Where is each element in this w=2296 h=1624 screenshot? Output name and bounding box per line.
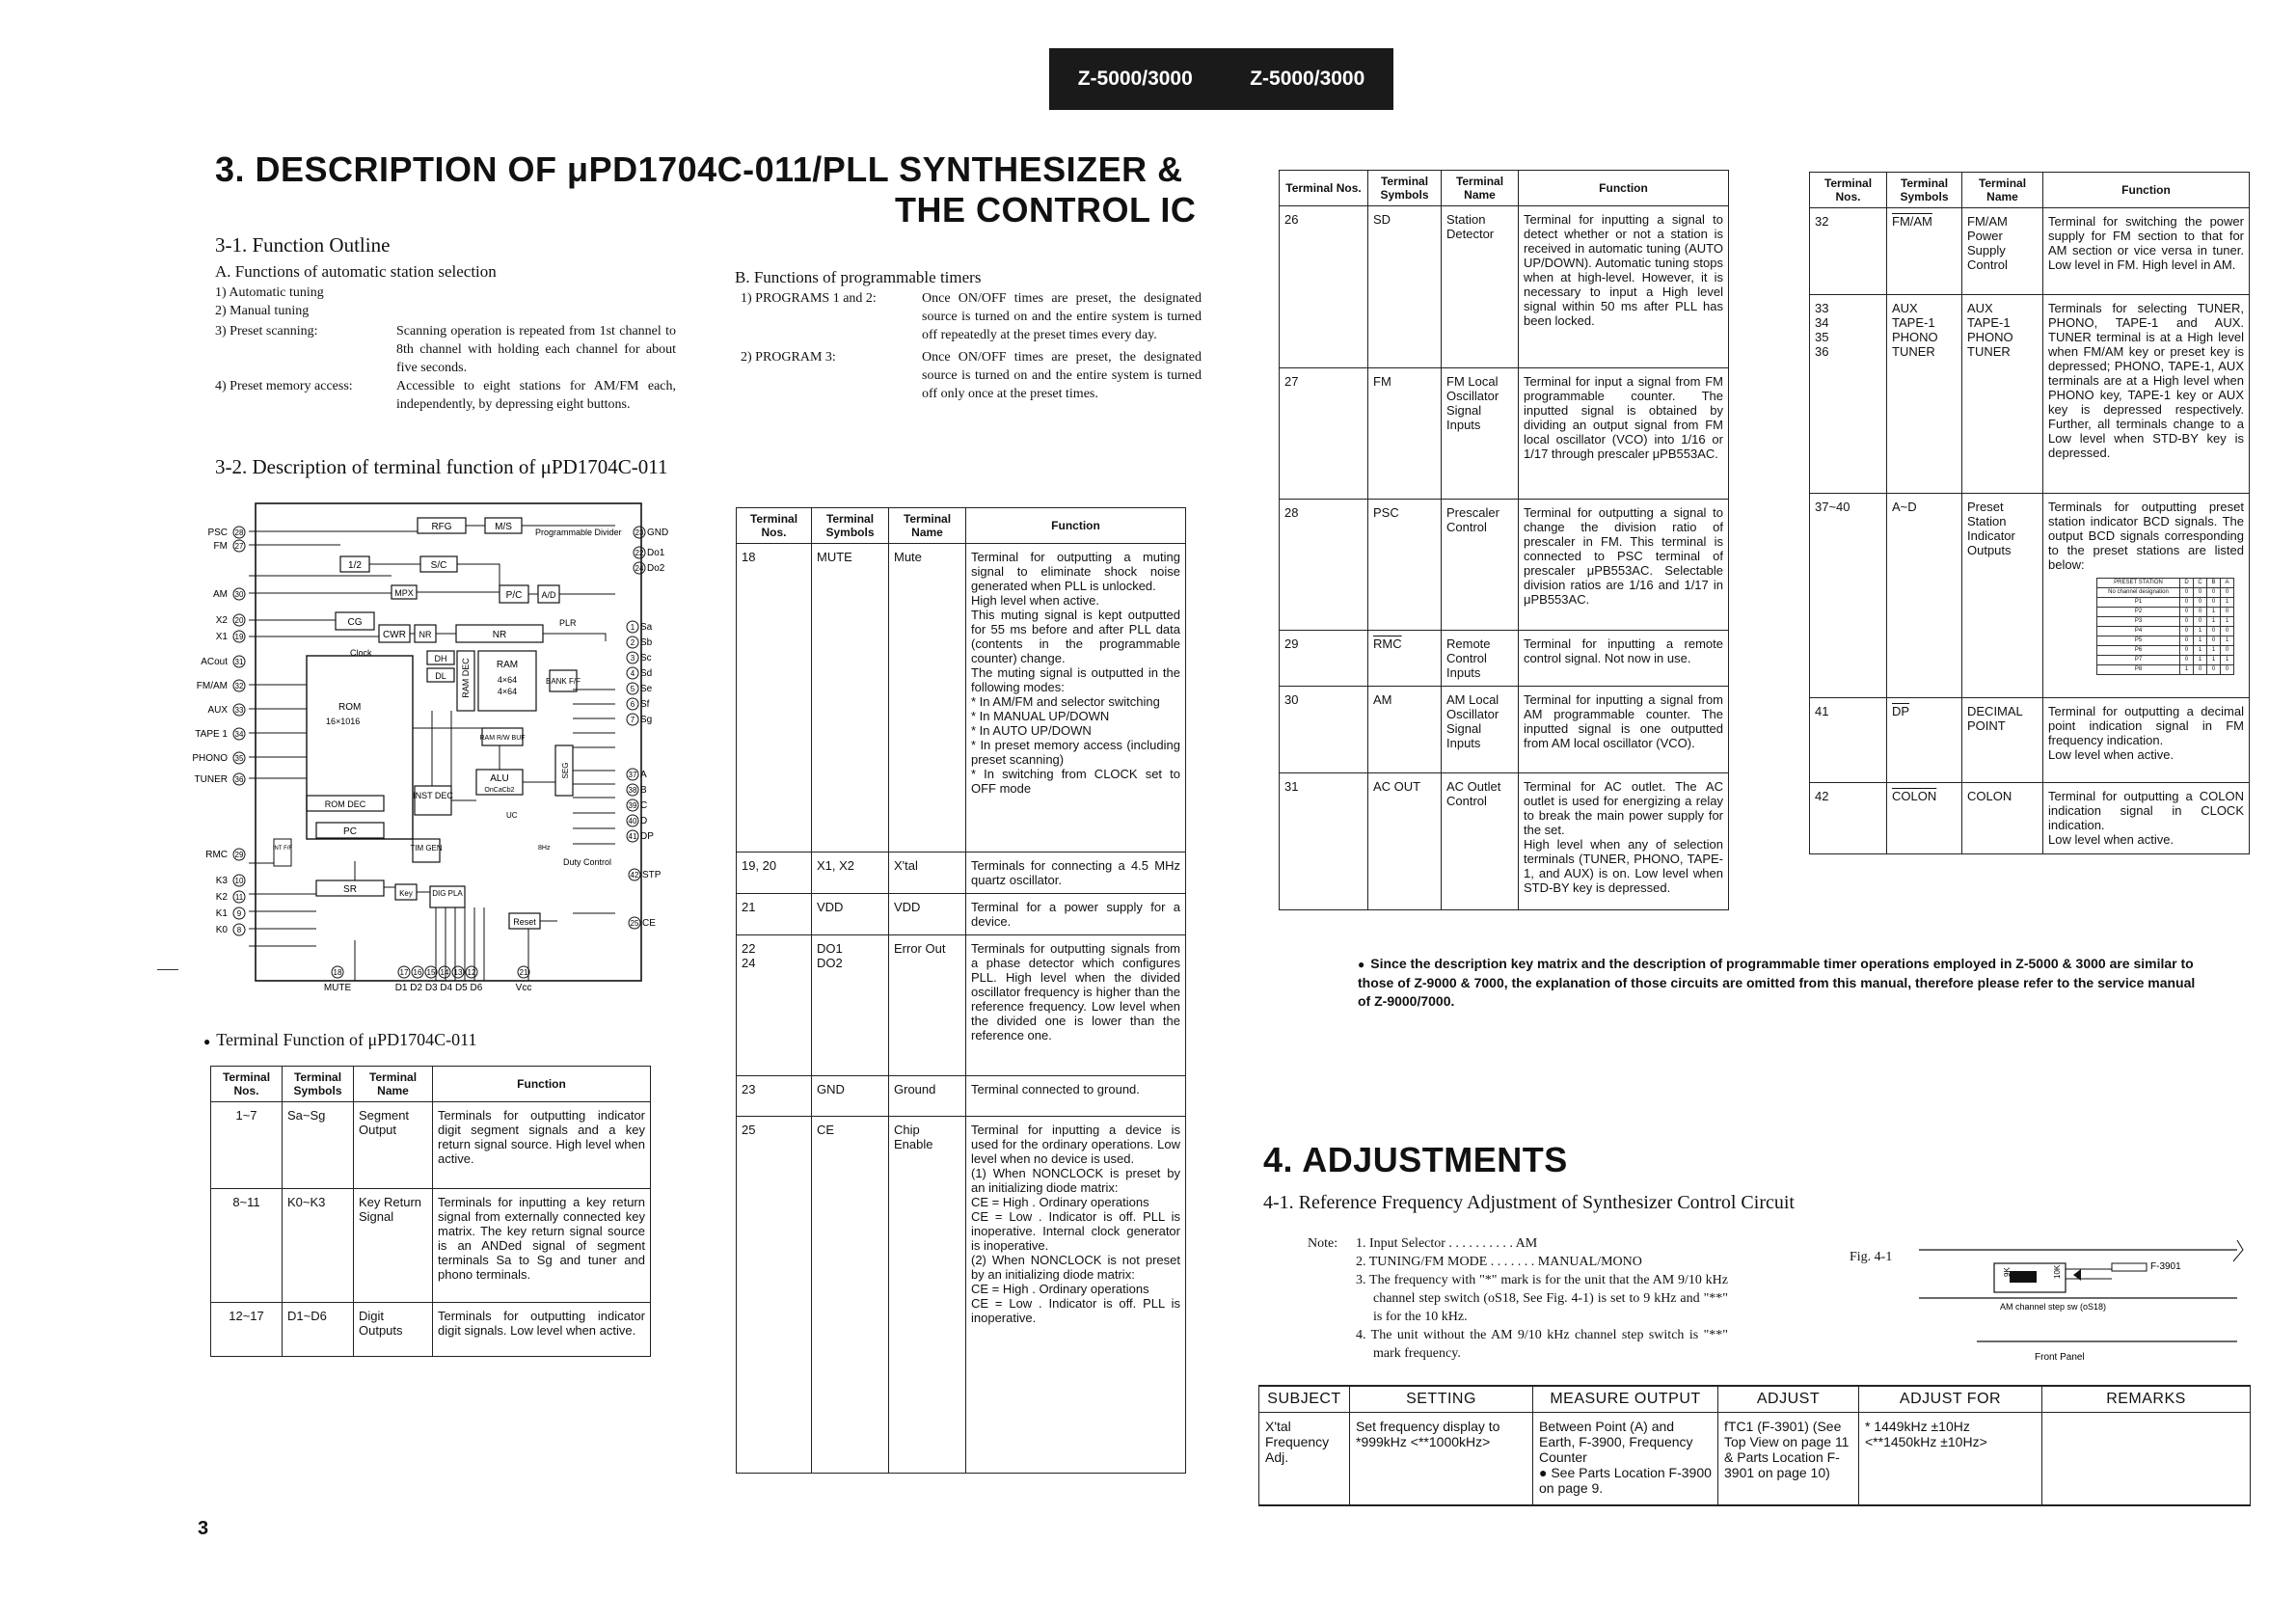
adjustment-table (1258, 1385, 2251, 1506)
svg-text:8: 8 (236, 926, 242, 934)
svg-text:27: 27 (234, 542, 244, 551)
ram-rw-buf-label: RAM R/W BUF (479, 735, 526, 742)
table-row: 25 CE Chip Enable Terminal for inputting a device is used for the ordinary operations. Low level when no device is used. (1) When NONCLOCK is preset by an initializing diode matrix: CE = High . Ordinary operations CE = Low . Indicator is off. PLL is inoperative. Internal clock generator is inoperative. (2) When NONCLOCK is not preset by an initializing diode matrix: CE = High . Ordinary operations CE = Low . Indicator is off. PLL is inoperative. (737, 1117, 1186, 1474)
svg-text:10: 10 (234, 877, 244, 885)
note-item: 2. TUNING/FM MODE . . . . . . . MANUAL/MONO (1356, 1255, 1642, 1269)
svg-text:30: 30 (234, 590, 244, 599)
list-item: 1) Automatic tuning (215, 285, 324, 300)
svg-text:32: 32 (234, 682, 244, 690)
pin-label: Do1 (647, 548, 665, 558)
svg-text:16: 16 (413, 968, 422, 977)
pin-label: Sf (640, 699, 650, 710)
pin-label: DP (640, 831, 654, 842)
section-3-title: 3. DESCRIPTION OF μPD1704C-011/PLL SYNTHESIZER & (215, 149, 1183, 189)
svg-text:4: 4 (630, 669, 635, 678)
svg-text:24: 24 (635, 564, 644, 573)
table-row: 22 24 DO1 DO2 Error Out Terminals for outputting signals from a phase detector which configures PLL. High level when the divided oscillator frequency is higher than the reference frequency. Low level when the divided one is lower than the reference one. (737, 935, 1186, 1076)
table-row: 21 VDD VDD Terminal for a power supply for a device. (737, 894, 1186, 935)
switch-10k-label: 10K (2053, 1264, 2062, 1279)
table-row: 28 PSC Prescaler Control Terminal for outputting a signal to change the division ratio of prescaler in FM. This terminal is connected to PSC terminal of prescaler μPB553AC. Selectable division ratios are 1/16 and 1/17 in μPB553AC. (1280, 500, 1729, 631)
ic-block-diagram (192, 497, 678, 998)
svg-text:29: 29 (234, 851, 244, 859)
pin-circle (233, 773, 245, 785)
vcc-pin-label: Vcc (515, 983, 532, 993)
seg-label: SEG (561, 762, 570, 779)
list-item: 1) PROGRAMS 1 and 2: Once ON/OFF times are preset, the designated source is turned on and the entire system is turned off repeatedly at the preset times every day. (741, 291, 1202, 342)
step-switch-label: AM channel step sw (oS18) (2000, 1302, 2107, 1312)
pin-circle (627, 698, 638, 710)
col-header: Terminal Name (889, 508, 966, 544)
switch-icon (2010, 1271, 2037, 1283)
col-header: Function (966, 508, 1186, 544)
table-row: 30 AM AM Local Oscillator Signal Inputs Terminal for inputting a signal from AM programmable counter. The inputted signal is one outputted from AM local oscillator (VCO). (1280, 687, 1729, 773)
table-row: 32 FM/AM FM/AM Power Supply Control Terminal for switching the power supply for FM section to that for AM section or vice versa in tuner. Low level in FM. High level in AM. (1810, 208, 2250, 295)
table-row: 27 FM FM Local Oscillator Signal Inputs Terminal for input a signal from FM programmable counter. The inputted signal is obtained by dividing an output signal from FM local oscillator (VCO) into 1/16 or 1/17 through prescaler μPB553AC. (1280, 368, 1729, 500)
col-header: SUBJECT (1259, 1386, 1350, 1413)
nr-small-block-label: NR (419, 630, 432, 639)
tim-gen-label: TIM GEN (410, 844, 443, 853)
divider-label: Programmable Divider (535, 528, 622, 537)
bcd-row: P8 1 0 0 0 (2097, 665, 2234, 675)
col-header: REMARKS (2042, 1386, 2251, 1413)
alu-label: ALU (490, 773, 509, 784)
table-row: 31 AC OUT AC Outlet Control Terminal for AC outlet. The AC outlet is used for energizing a relay to break the main power supply for the set. High level when any of selection terminals (TUNER, PHONO, TAPE-1, and AUX) is on. Low level when STD-BY key is depressed. (1280, 773, 1729, 910)
pin-circle (233, 752, 245, 764)
svg-text:40: 40 (628, 817, 637, 826)
pin-circle (634, 562, 645, 574)
terminal-table-1 (210, 1066, 651, 1357)
bcd-row: P5 0 1 0 1 (2097, 636, 2234, 646)
pin-circle (233, 875, 245, 886)
pc-top-block-label: P/C (505, 590, 523, 601)
col-header: Function (1519, 171, 1729, 206)
sc-block-label: S/C (430, 560, 447, 571)
rom-size-label: 16×1016 (326, 717, 361, 726)
pin-label: Sc (640, 653, 652, 663)
subsection-4-1-heading: 4-1. Reference Frequency Adjustment of Synthesizer Control Circuit (1263, 1192, 1795, 1213)
pin-circle (627, 714, 638, 725)
pin-label: D (640, 816, 648, 826)
pin-label: A (640, 770, 647, 780)
pin-circle (452, 966, 464, 978)
note-item: 3. The frequency with "*" mark is for the unit that the AM 9/10 kHz channel step switch (oS18, See Fig. 4-1) is set to 9 kHz and "**" is for the 10 kHz. (1356, 1273, 1728, 1324)
ad-block-label: A/D (541, 590, 556, 600)
pin-label: RMC (205, 850, 228, 860)
pin-circle (627, 799, 638, 811)
svg-text:1: 1 (630, 623, 635, 632)
pin-label: PHONO (192, 753, 228, 764)
pin-label: AM (213, 589, 228, 600)
col-header: Terminal Symbols (1887, 173, 1962, 208)
terminal-function-heading: ● Terminal Function of μPD1704C-011 (203, 1030, 476, 1050)
bcd-row: P3 0 0 1 1 (2097, 617, 2234, 627)
pin-label: Se (640, 684, 653, 694)
pin-circle (425, 966, 437, 978)
dh-block-label: DH (434, 654, 447, 663)
pin-circle (634, 547, 645, 558)
nr-block-label: NR (492, 630, 507, 640)
model-header-band (1049, 48, 1393, 110)
bcd-row: P7 0 1 1 1 (2097, 656, 2234, 665)
rfg-block-label: RFG (431, 522, 452, 532)
mpx-block-label: MPX (394, 588, 414, 598)
clock-label: Clock (350, 648, 372, 658)
rom-dec-label: ROM DEC (324, 799, 366, 809)
key-label: Key (399, 889, 413, 898)
pin-circle (412, 966, 423, 978)
table-row: 18 MUTE Mute Terminal for outputting a muting signal to eliminate shock noise generated when PLL is unlocked. High level when active. This muting signal is kept outputted for 55 ms before and after PLL data (contents in the programmable counter) change. The muting signal is outputted in the following modes: * In AM/FM and selector switching * In MANUAL UP/DOWN * In AUTO UP/DOWN * In preset memory access (including preset scanning) * In switching from CLOCK set to OFF mode (737, 544, 1186, 853)
svg-text:19: 19 (234, 633, 244, 641)
dl-block-label: DL (435, 671, 446, 681)
col-header: Terminal Symbols (812, 508, 889, 544)
ram-size-label: 4×64 (497, 675, 518, 685)
col-header: Terminal Symbols (1368, 171, 1442, 206)
svg-text:17: 17 (399, 968, 409, 977)
f3901-label: F-3901 (2150, 1261, 2181, 1272)
col-header: Terminal Nos. (1810, 173, 1887, 208)
col-header: Function (2043, 173, 2250, 208)
svg-text:35: 35 (234, 754, 244, 763)
svg-text:23: 23 (635, 528, 644, 537)
int-ff-label: INT F/F (272, 846, 293, 852)
adjustment-notes (1356, 1234, 1728, 1363)
col-header: Terminal Nos. (211, 1067, 283, 1102)
table-row: 12~17 D1~D6 Digit Outputs Terminals for outputting indicator digit signals. Low level when active. (211, 1303, 651, 1357)
subsection-a-heading: A. Functions of automatic station selection (215, 262, 497, 281)
svg-text:21: 21 (519, 968, 528, 977)
table-row: 23 GND Ground Terminal connected to ground. (737, 1076, 1186, 1117)
svg-text:38: 38 (628, 786, 637, 795)
pin-label: C (640, 800, 648, 811)
bcd-row: P1 0 0 0 1 (2097, 598, 2234, 608)
pin-label: TAPE 1 (195, 729, 228, 740)
col-header: Terminal Name (1962, 173, 2043, 208)
pin-label: Sb (640, 637, 653, 648)
svg-text:14: 14 (440, 968, 449, 977)
terminal-table-2 (736, 507, 1186, 1474)
ram-label: RAM (496, 660, 519, 670)
col-header: ADJUST (1718, 1386, 1859, 1413)
table-row: 1~7 Sa~Sg Segment Output Terminals for outputting indicator digit segment signals and a key return signal source. High level when active. (211, 1102, 651, 1189)
pin-label: Sg (640, 715, 653, 725)
half-block-label: 1/2 (348, 560, 362, 571)
svg-text:37: 37 (628, 771, 637, 779)
bcd-row: No channel designation 0 0 0 0 (2097, 588, 2234, 598)
uc-label: UC (506, 811, 518, 820)
pin-label: K0 (215, 925, 228, 935)
pin-circle (398, 966, 410, 978)
svg-text:12: 12 (467, 968, 476, 977)
col-header: Terminal Nos. (737, 508, 812, 544)
terminal-table-4 (1809, 172, 2250, 854)
col-header: ADJUST FOR (1859, 1386, 2042, 1413)
svg-text:11: 11 (234, 893, 244, 902)
pin-label: AUX (207, 705, 228, 716)
pin-label: PSC (207, 528, 228, 538)
subsection-3-1-heading: 3-1. Function Outline (215, 233, 391, 257)
table-row: 19, 20 X1, X2 X'tal Terminals for connecting a 4.5 MHz quartz oscillator. (737, 853, 1186, 894)
pin-circle (233, 614, 245, 626)
note-item: 1. Input Selector . . . . . . . . . . AM (1356, 1236, 1538, 1251)
svg-text:13: 13 (453, 968, 463, 977)
mute-pin-label: MUTE (323, 983, 352, 993)
col-header: SETTING (1350, 1386, 1533, 1413)
pin-label: CE (642, 918, 656, 929)
list-item: 4) Preset memory access: Accessible to eight stations for AM/FM each, independently, by depressing eight buttons. (215, 379, 676, 412)
front-panel-label: Front Panel (2035, 1352, 2085, 1363)
pin-label: STP (642, 870, 662, 880)
table-row: 8~11 K0~K3 Key Return Signal Terminals for inputting a key return signal from externally connected key matrix. The key return signal source is an ANDed signal of segment terminals Sa to Sg and tuner and phono terminals. (211, 1189, 651, 1303)
ram-dec-label: RAM DEC (461, 658, 471, 698)
duty-control-label: Duty Control (563, 857, 612, 867)
subsection-3-2-heading: 3-2. Description of terminal function of μPD1704C-011 (215, 455, 668, 478)
section-3-title-continued: THE CONTROL IC (895, 190, 1197, 230)
table-row: 29 $\overline{RMC}$ Remote Control Inputs Terminal for inputting a remote control signal. Not now in use. (1280, 631, 1729, 687)
pin-label: Sa (640, 622, 653, 633)
ms-block-label: M/S (495, 522, 512, 532)
svg-text:2: 2 (630, 638, 635, 647)
col-header: Terminal Nos. (1280, 171, 1368, 206)
svg-text:41: 41 (628, 832, 637, 841)
pin-circle (233, 588, 245, 600)
plr-label: PLR (559, 618, 577, 628)
pin-label: K2 (215, 892, 228, 903)
svg-text:42: 42 (630, 871, 639, 880)
svg-text:33: 33 (234, 706, 244, 715)
bcd-row: P6 0 1 1 0 (2097, 646, 2234, 656)
pin-circle (627, 784, 638, 796)
pin-circle (233, 924, 245, 935)
pin-circle (233, 527, 245, 538)
pin-circle (233, 631, 245, 642)
cwr-block-label: CWR (383, 630, 406, 640)
model-label: Z-5000/3000 (1077, 68, 1193, 90)
pin-circle (634, 527, 645, 538)
table-row: 42 COLON COLON Terminal for outputting a COLON indication signal in CLOCK indication. Low level when active. (1810, 783, 2250, 854)
table-row: 33 34 35 36 AUX TAPE-1 PHONO TUNER AUX TAPE-1 PHONO TUNER Terminals for selecting TUNER, PHONO, TAPE-1 and AUX. TUNER terminal is at a High level when FM/AM key or preset key is depressed; PHONO, TAPE-1, AUX terminals are at a High level when PHONO key, TAPE-1 key or AUX key is depressed respectively. Further, all terminals change to a Low level when STD-BY key is depressed. (1810, 295, 2250, 494)
figure-label: Fig. 4-1 (1850, 1250, 1893, 1264)
pin-circle (627, 652, 638, 663)
pin-label: GND (647, 528, 669, 538)
model-label: Z-5000/3000 (1250, 68, 1365, 90)
pin-circle (233, 849, 245, 860)
pin-circle (627, 667, 638, 679)
margin-mark (157, 969, 178, 970)
pin-circle (629, 917, 640, 929)
pin-circle (518, 966, 529, 978)
pin-circle (627, 769, 638, 780)
table-row: X'tal Frequency Adj. Set frequency display to *999kHz <**1000kHz> Between Point (A) and Earth, F-3900, Frequency Counter ● See Parts Location F-3900 on page 9. fTC1 (F-3901) (See Top View on page 11 & Parts Location F-3901 on page 10) * 1449kHz ±10Hz <**1450kHz ±10Hz> (1259, 1413, 2251, 1505)
svg-text:25: 25 (630, 919, 639, 928)
pin-circle (233, 540, 245, 552)
pin-circle (627, 636, 638, 648)
terminal-table-3 (1279, 170, 1729, 910)
ram-size-label: 4×64 (497, 687, 518, 696)
col-header: MEASURE OUTPUT (1533, 1386, 1718, 1413)
table-row: 41 $\overline{DP}$ DECIMAL POINT Terminal for outputting a decimal point indication signal in FM frequency indication. Low level when active. (1810, 698, 2250, 783)
svg-text:6: 6 (630, 700, 635, 709)
table-row: 26 SD Station Detector Terminal for inputting a signal to detect whether or not a station is received in automatic tuning (AUTO UP/DOWN). Automatic tuning stops when at high-level. However, it is necessary to input a High level signal within 50 ms after PLL has been locked. (1280, 206, 1729, 368)
pin-label: Do2 (647, 563, 665, 574)
pin-circle (233, 907, 245, 919)
pin-circle (627, 815, 638, 826)
pin-label: Sd (640, 668, 653, 679)
pc-label: PC (343, 826, 357, 837)
pin-circle (233, 656, 245, 667)
dig-pla-label: DIG PLA (432, 889, 463, 898)
pin-label: FM/AM (196, 681, 228, 691)
pin-label: ACout (201, 657, 228, 667)
digit-pins-label: D1 D2 D3 D4 D5 D6 (394, 983, 483, 993)
svg-text:7: 7 (630, 716, 635, 724)
bcd-row: P2 0 0 1 0 (2097, 608, 2234, 617)
bcd-row: P4 0 1 0 0 (2097, 627, 2234, 636)
pin-circle (627, 621, 638, 633)
pin-circle (233, 704, 245, 716)
pin-circle (332, 966, 343, 978)
svg-text:15: 15 (426, 968, 436, 977)
rom-label: ROM (338, 702, 362, 713)
pin-label: B (640, 785, 647, 796)
svg-text:34: 34 (234, 730, 244, 739)
switch-9k-label: 9K (2003, 1267, 2012, 1277)
svg-text:36: 36 (234, 775, 244, 784)
bcd-table: PRESET STATION D C B A No channel designation 0 0 0 0 P1 0 0 0 1 P2 0 0 1 0 P3 0 0 1 1 P4 0 1 0 0 P5 0 1 0 1 P6 0 1 1 0 P7 0 1 1 1 P8 1 0 0 0 (2096, 578, 2234, 675)
subsection-b-heading: B. Functions of programmable timers (735, 268, 982, 286)
pin-circle (233, 728, 245, 740)
bank-ff-label: BANK F/F (545, 677, 581, 686)
list-item: 2) PROGRAM 3: Once ON/OFF times are preset, the designated source is turned on and the entire system is turned off only once at the preset times. (741, 350, 1202, 401)
section-4-title: 4. ADJUSTMENTS (1263, 1140, 1568, 1179)
pin-label: X2 (215, 615, 228, 626)
svg-text:39: 39 (628, 801, 637, 810)
col-header: Terminal Symbols (283, 1067, 354, 1102)
svg-text:31: 31 (234, 658, 244, 666)
pin-circle (627, 830, 638, 842)
pin-circle (233, 680, 245, 691)
note-label: Note: (1308, 1236, 1338, 1251)
reset-label: Reset (513, 917, 536, 927)
pin-label: K1 (215, 908, 228, 919)
svg-text:9: 9 (236, 909, 242, 918)
pin-label: FM (213, 541, 228, 552)
list-item: 2) Manual tuning (215, 304, 310, 318)
cg-block-label: CG (347, 617, 363, 628)
pin-label: X1 (215, 632, 228, 642)
8hz-label: 8Hz (538, 845, 551, 852)
pin-label: K3 (215, 876, 228, 886)
svg-text:5: 5 (630, 685, 635, 693)
timer-list (741, 289, 1202, 403)
auto-selection-list (215, 284, 678, 414)
pin-circle (629, 869, 640, 880)
col-header: Terminal Name (354, 1067, 433, 1102)
col-header: Function (433, 1067, 651, 1102)
col-header: Terminal Name (1442, 171, 1519, 206)
pin-label: TUNER (194, 774, 228, 785)
svg-text:28: 28 (234, 528, 244, 537)
note-item: 4. The unit without the AM 9/10 kHz channel step switch is "**" mark frequency. (1356, 1328, 1728, 1361)
pin-circle (233, 891, 245, 903)
pin-circle (627, 683, 638, 694)
page-number: 3 (198, 1518, 209, 1539)
list-item: 3) Preset scanning: Scanning operation is repeated from 1st channel to 8th channel with holding each channel for about five seconds. (215, 324, 676, 375)
alu-sub-label: OnCaCb2 (484, 787, 515, 794)
pin-circle (466, 966, 477, 978)
pin-circle (439, 966, 450, 978)
sr-label: SR (343, 884, 357, 895)
inst-dec-label: INST DEC (413, 791, 453, 800)
svg-text:18: 18 (333, 968, 342, 977)
figure-4-1 (1919, 1240, 2247, 1366)
svg-text:20: 20 (234, 616, 244, 625)
svg-text:22: 22 (635, 549, 644, 557)
svg-text:3: 3 (630, 654, 635, 663)
table-row: 37~40 A~D Preset Station Indicator Outputs Terminals for outputting preset station indicator BCD signals. The output BCD signals corresponding to the preset stations are listed below: PRESET STATION D C B A No channel designation 0 0 0 0 P1 0 0 0 1 P2 0 0 1 0 P3 0 0 1 1 P4 0 1 0 0 P5 0 1 0 1 P6 0 1 1 0 P7 0 1 1 1 P8 1 0 0 0 (1810, 494, 2250, 698)
omission-note: ● Since the description key matrix and the description of programmable timer operations employed in Z-5000 & 3000 are similar to those of Z-9000 & 7000, the explanation of those circuits are omitted from this manual, therefore please refer to the service manual of Z-9000/7000. (1358, 955, 2197, 1011)
